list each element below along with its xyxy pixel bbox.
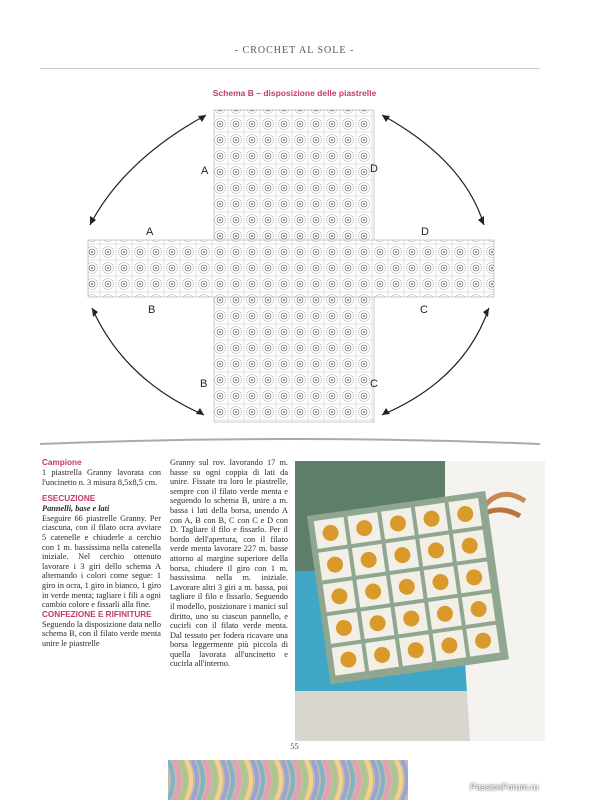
watermark: PassionForum.ru [470, 782, 539, 792]
heading-campione: Campione [42, 458, 82, 467]
paragraph-confezione-cont: Granny sul rov. lavorando 17 m. basse su ogni coppia di lati da unire. Fissate tra loro le piastrelle, sempre con il filato verde menta e seguendo lo schema B, unire a m. bassa i lati della borsa, unendo A con A, B con B, C con C e D con D. Tagliare il filo e fissarlo. Per il bordo dell'apertura, con il filato verde menta lavorare 227 m. basse attorno al margine superiore della borsa, chiudere il giro con 1 m. bassissima nella m. iniziale. Lavorare altri 3 giri a m. bassa, poi tagliare il filo e fissarlo. Seguendo il modello, posizionare i manici sul diritto, uno su ciascun pannello, e cucirli con il filato verde menta. Dal tessuto per fodera ricavare una borsa leggermente più piccola di quella lavorata all'uncinetto e cucirla all'interno. [170, 458, 288, 669]
heading-confezione: CONFEZIONE E RIFINITURE [42, 609, 152, 619]
label-a-top: A [201, 165, 209, 177]
running-header: - CROCHET AL SOLE - [234, 45, 355, 56]
horizontal-tile-strip [88, 240, 494, 297]
paragraph-esecuzione: Eseguire 66 piastrelle Granny. Per ciascuna, con il filato ocra avviare 5 catenelle e chiuderle a cerchio con 1 m. bassissima nella catenella iniziale. Nel cerchio ottenuto lavorare i 3 giri dello schema A alternando i colori come segue: 1 giro in ocra, 1 giro in bianco, 1 giro in verde menta; tagliare i fili a ogni cambio colore e fissarli alla fine. [42, 513, 161, 610]
paragraph-confezione: Seguendo la disposizione data nello schema B, con il filato verde menta unire le piastrelle [42, 619, 161, 648]
label-c-right: C [420, 304, 428, 316]
text-column-1 [42, 458, 161, 649]
yarn-texture-image [168, 760, 408, 800]
paragraph-campione: 1 piastrella Granny lavorata con l'uncinetto n. 3 misura 8,5x8,5 cm. [42, 468, 161, 487]
heading-esecuzione: ESECUZIONE [42, 494, 96, 504]
bag-photo [295, 461, 545, 741]
label-b-bottom: B [200, 378, 208, 390]
label-d-right: D [421, 226, 429, 238]
page-number: 55 [290, 741, 299, 751]
frame-bottom-rule [40, 436, 540, 446]
tile-layout-diagram [84, 100, 504, 430]
label-a-left: A [146, 226, 154, 238]
label-b-left: B [148, 304, 156, 316]
label-d-top: D [370, 163, 378, 175]
text-column-2 [170, 458, 288, 669]
subheading-pannelli: Pannelli, base e lati [42, 504, 110, 514]
diagram-title: Schema B – disposizione delle piastrelle [212, 88, 377, 98]
label-c-bottom: C [370, 378, 378, 390]
